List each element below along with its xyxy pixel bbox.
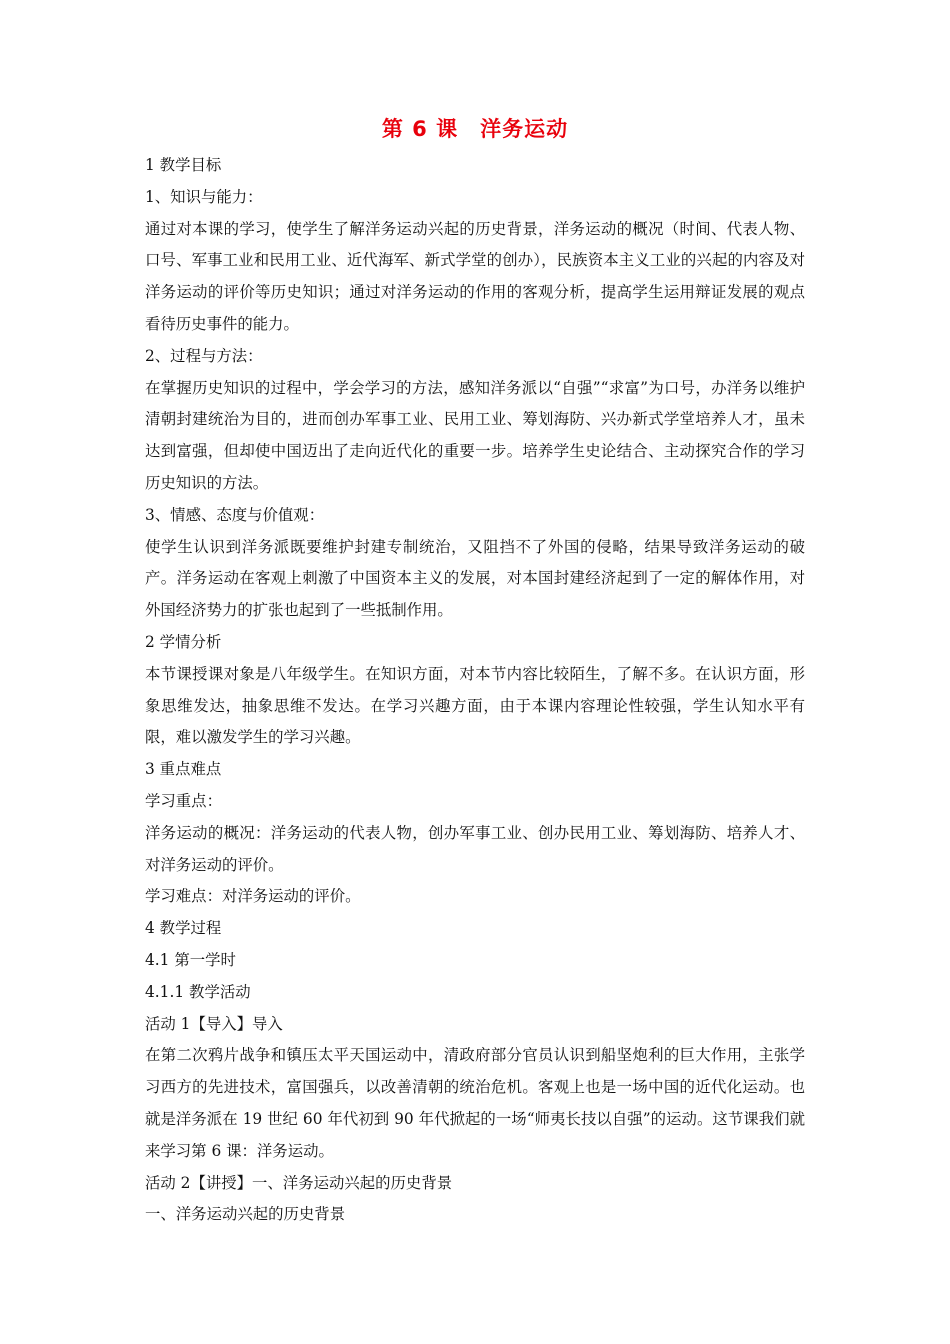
- subheading-activities: 4.1.1 教学活动: [145, 982, 251, 1001]
- subheading-knowledge: 1、知识与能力：: [145, 187, 263, 206]
- paragraph-process: 在掌握历史知识的过程中，学会学习的方法，感知洋务派以“自强”“求富”为口号，办洋务以维护清朝封建统治为目的，进而创办军事工业、民用工业、筹划海防、兴办新式学堂培养人才，虽未达到富强，但却使中国迈出了走向近代化的重要一步。培养学生史论结合、主动探究合作的学习历史知识的方法。: [145, 378, 805, 492]
- paragraph-introduction: 在第二次鸦片战争和镇压太平天国运动中，清政府部分官员认识到船坚炮利的巨大作用，主张学习西方的先进技术，富国强兵，以改善清朝的统治危机。客观上也是一场中国的近代化运动。也就是洋务派在 19 世纪 60 年代初到 90 年代掀起的一场“师夷长技以自强”的运动。这节课我们就来学习第 6 课：洋务运动。: [145, 1046, 805, 1160]
- subheading-focus: 学习重点：: [145, 791, 222, 810]
- paragraph-values: 使学生认识到洋务派既要维护封建专制统治，又阻挡不了外国的侵略，结果导致洋务运动的破产。洋务运动在客观上刺激了中国资本主义的发展，对本国封建经济起到了一定的解体作用，对外国经济势力的扩张也起到了一些抵制作用。: [145, 537, 805, 620]
- paragraph-knowledge: 通过对本课的学习，使学生了解洋务运动兴起的历史背景，洋务运动的概况（时间、代表人物、口号、军事工业和民用工业、近代海军、新式学堂的创办），民族资本主义工业的兴起的内容及对洋务运动的评价等历史知识；通过对洋务运动的作用的客观分析，提高学生运用辩证发展的观点看待历史事件的能力。: [145, 219, 805, 333]
- paragraph-focus: 洋务运动的概况：洋务运动的代表人物，创办军事工业、创办民用工业、筹划海防、培养人才、对洋务运动的评价。: [145, 823, 805, 874]
- subheading-values: 3、情感、态度与价值观：: [145, 505, 325, 524]
- section-heading-analysis: 2 学情分析: [145, 632, 222, 651]
- paragraph-analysis: 本节课授课对象是八年级学生。在知识方面，对本节内容比较陌生，了解不多。在认识方面，形象思维发达，抽象思维不发达。在学习兴趣方面，由于本课内容理论性较强，学生认知水平有限，难以激发学生的学习兴趣。: [145, 664, 805, 747]
- subheading-process: 2、过程与方法：: [145, 346, 263, 365]
- activity-2-heading: 活动 2【讲授】一、洋务运动兴起的历史背景: [145, 1173, 453, 1192]
- subheading-background: 一、洋务运动兴起的历史背景: [145, 1205, 346, 1224]
- subheading-first-period: 4.1 第一学时: [145, 950, 236, 969]
- section-heading-key-points: 3 重点难点: [145, 760, 222, 779]
- section-heading-objectives: 1 教学目标: [145, 156, 222, 174]
- activity-1-heading: 活动 1【导入】导入: [145, 1014, 283, 1033]
- paragraph-difficulty: 学习难点：对洋务运动的评价。: [145, 887, 361, 906]
- document-body: [145, 150, 805, 1231]
- section-heading-process: 4 教学过程: [145, 919, 222, 938]
- lesson-title: 第 6 课 洋务运动: [381, 117, 569, 141]
